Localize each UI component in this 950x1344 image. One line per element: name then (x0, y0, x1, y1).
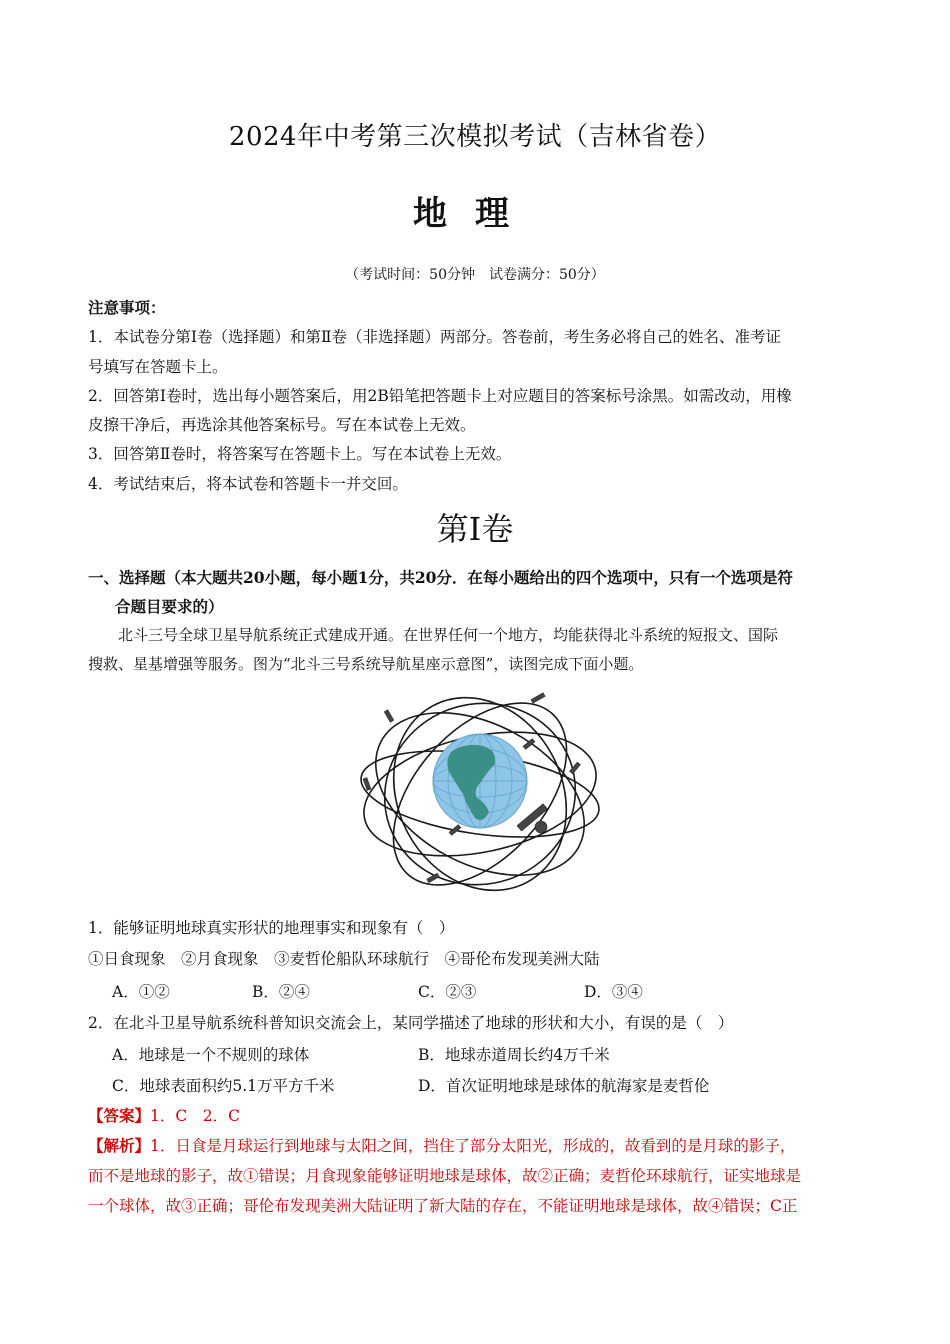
beidou-constellation-illustration (355, 686, 605, 901)
q2-stem: 2．在北斗卫星导航系统科普知识交流会上，某同学描述了地球的形状和大小，有误的是（ ） (88, 1014, 734, 1032)
q1-items: ①日食现象 ②月食现象 ③麦哲伦船队环球航行 ④哥伦布发现美洲大陆 (88, 950, 600, 968)
section-heading-cont: 合题目要求的） (115, 597, 224, 616)
exam-title: 2024年中考第三次模拟考试（吉林省卷） (228, 122, 722, 152)
analysis-text: 1．日食是月球运行到地球与太阳之间，挡住了部分太阳光，形成的，故看到的是月球的影子， (150, 1137, 796, 1155)
passage-line: 北斗三号全球卫星导航系统正式建成开通。在世界任何一个地方，均能获得北斗系统的短报文、国际 (118, 626, 779, 644)
q1-option-c[interactable]: C．②③ (418, 983, 477, 1001)
answer-line (88, 1104, 240, 1126)
q2-option-b[interactable]: B．地球赤道周长约4万千米 (418, 1046, 610, 1064)
constellation-svg (355, 686, 605, 901)
analysis-tag: 【解析】 (88, 1136, 151, 1155)
answer-tag: 【答案】 (88, 1106, 151, 1125)
analysis-line: 而不是地球的影子，故①错误；月食现象能够证明地球是球体，故②正确；麦哲伦环球航行，证实地球是 (88, 1167, 802, 1185)
notice-line: 皮擦干净后，再选涂其他答案标号。写在本试卷上无效。 (88, 416, 476, 434)
q2-option-c[interactable]: C．地球表面积约5.1万平方千米 (112, 1077, 335, 1095)
notice-line: 号填写在答题卡上。 (88, 358, 228, 376)
notice-title: 注意事项： (88, 298, 166, 317)
q1-option-a[interactable]: A．①② (112, 983, 170, 1001)
q2-option-d[interactable]: D．首次证明地球是球体的航海家是麦哲伦 (418, 1077, 710, 1095)
passage-line: 搜救、星基增强等服务。图为“北斗三号系统导航星座示意图”，读图完成下面小题。 (88, 655, 644, 673)
exam-info: （考试时间：50分钟 试卷满分：50分） (345, 267, 605, 283)
notice-line: 4．考试结束后，将本试卷和答题卡一并交回。 (88, 475, 408, 493)
answer-text: 1．C 2．C (150, 1107, 240, 1125)
volume-title: 第Ⅰ卷 (436, 510, 514, 548)
notice-line: 3．回答第Ⅱ卷时，将答案写在答题卡上。写在本试卷上无效。 (88, 445, 512, 463)
q1-option-d[interactable]: D．③④ (584, 983, 643, 1001)
notice-line: 2．回答第Ⅰ卷时，选出每小题答案后，用2B铅笔把答题卡上对应题目的答案标号涂黑。如需改动，用橡 (88, 387, 792, 405)
q1-option-b[interactable]: B．②④ (252, 983, 310, 1001)
section-heading: 一、选择题（本大题共20小题，每小题1分，共20分．在每小题给出的四个选项中，只有一个选项是符 (88, 568, 793, 587)
q2-option-a[interactable]: A．地球是一个不规则的球体 (112, 1046, 310, 1064)
q1-stem: 1．能够证明地球真实形状的地理事实和现象有（ ） (88, 919, 455, 937)
analysis-line: 一个球体，故③正确；哥伦布发现美洲大陆证明了新大陆的存在，不能证明地球是球体，故④错误；C正 (88, 1197, 798, 1215)
analysis-line (88, 1134, 795, 1156)
subject-title: 地理 (413, 194, 537, 234)
notice-line: 1．本试卷分第Ⅰ卷（选择题）和第Ⅱ卷（非选择题）两部分。答卷前，考生务必将自己的姓名、准考证 (88, 328, 782, 346)
